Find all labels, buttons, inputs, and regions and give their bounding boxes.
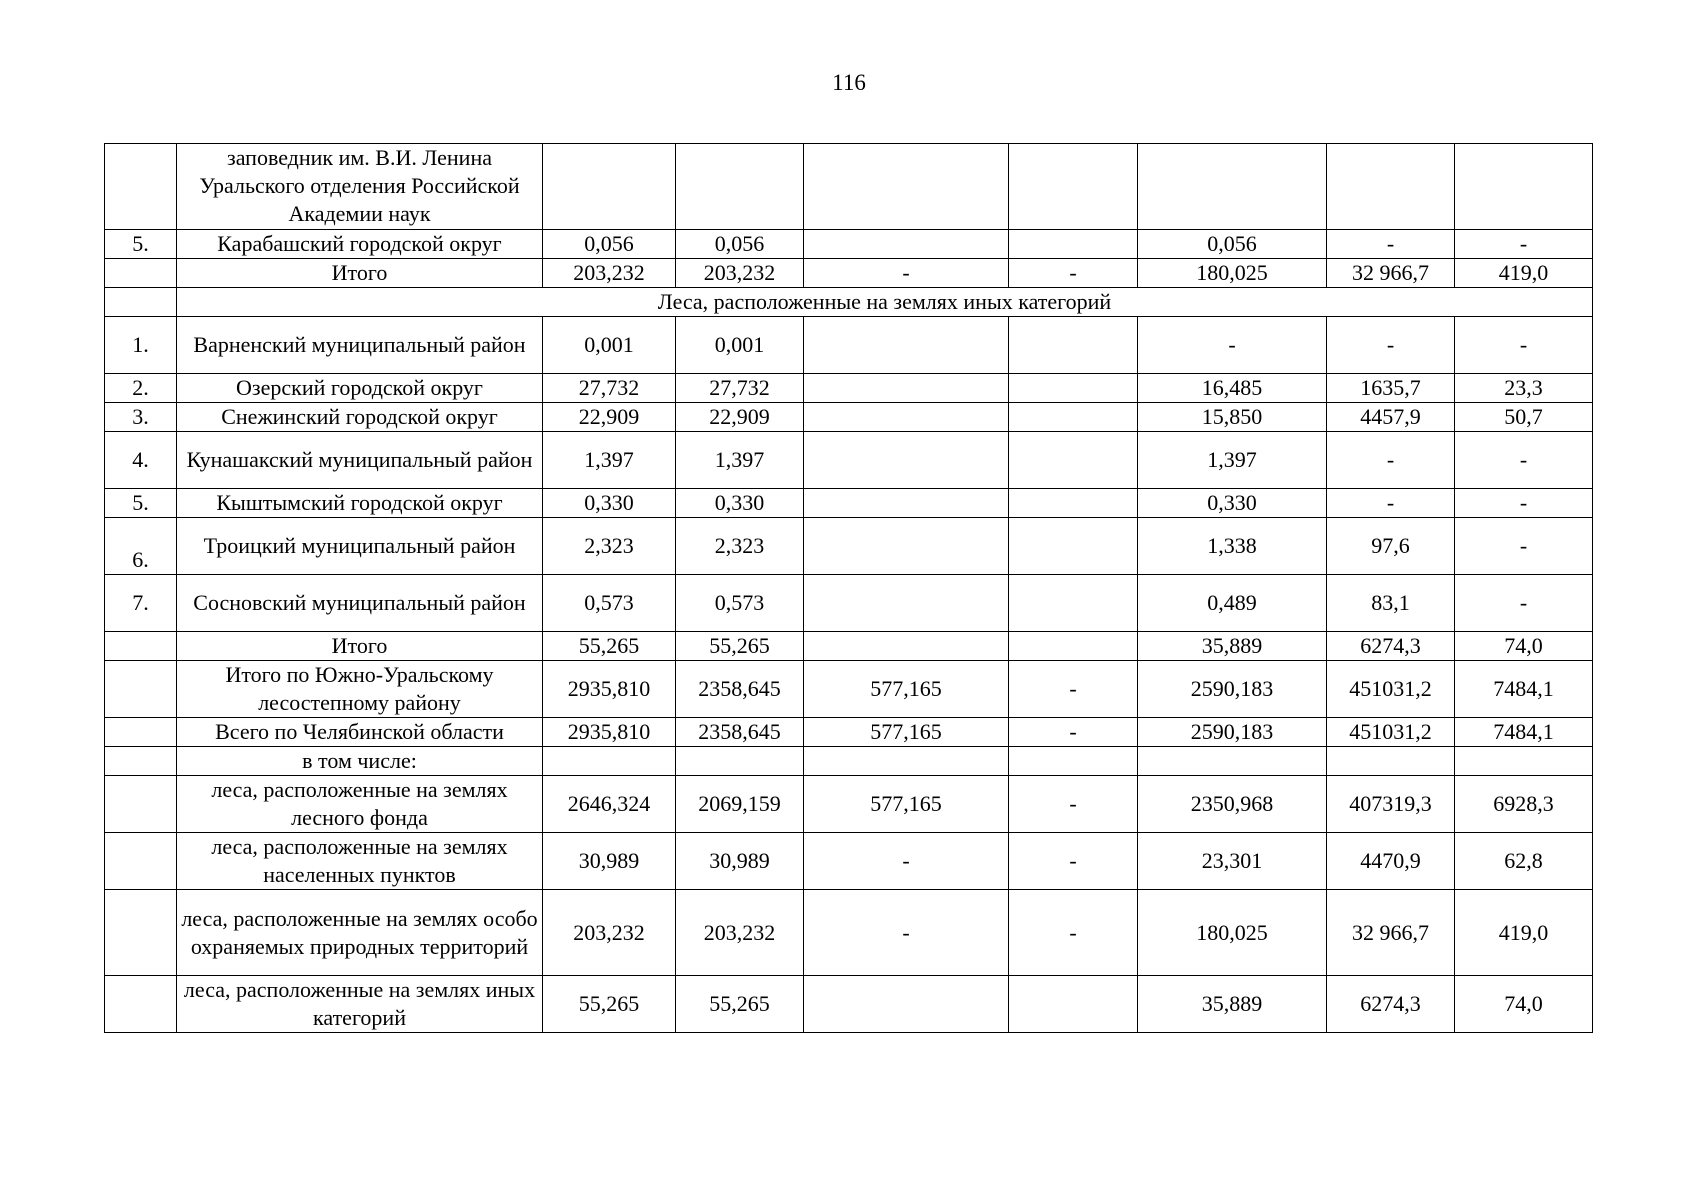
- cell-value: 1635,7: [1327, 374, 1455, 403]
- cell-value: [804, 518, 1009, 575]
- cell-value: [1009, 632, 1138, 661]
- cell-value: 203,232: [543, 890, 676, 976]
- cell-value: 16,485: [1138, 374, 1327, 403]
- table-row: [105, 489, 1593, 518]
- cell-value: [1009, 518, 1138, 575]
- row-number: [105, 890, 177, 976]
- row-number: [105, 144, 177, 230]
- cell-value: 23,301: [1138, 833, 1327, 890]
- cell-value: 2069,159: [676, 776, 804, 833]
- row-number: [105, 747, 177, 776]
- cell-value: 180,025: [1138, 259, 1327, 288]
- row-number: 5.: [105, 230, 177, 259]
- row-name: Карабашский городской округ: [177, 230, 543, 259]
- cell-value: -: [1455, 432, 1593, 489]
- row-number: [105, 776, 177, 833]
- row-number: 4.: [105, 432, 177, 489]
- cell-value: 0,056: [676, 230, 804, 259]
- table-row: [105, 833, 1593, 890]
- cell-value: 2935,810: [543, 661, 676, 718]
- cell-value: 1,338: [1138, 518, 1327, 575]
- table-row: [105, 661, 1593, 718]
- cell-value: -: [804, 259, 1009, 288]
- cell-value: -: [1009, 776, 1138, 833]
- cell-value: 1,397: [1138, 432, 1327, 489]
- row-number: 1.: [105, 317, 177, 374]
- row-number: [105, 259, 177, 288]
- table-row: [105, 718, 1593, 747]
- cell-value: -: [1009, 259, 1138, 288]
- row-number: 5.: [105, 489, 177, 518]
- cell-value: 2358,645: [676, 661, 804, 718]
- cell-value: 0,330: [543, 489, 676, 518]
- cell-value: -: [1327, 317, 1455, 374]
- row-number: [105, 976, 177, 1033]
- cell-value: 2935,810: [543, 718, 676, 747]
- cell-value: [804, 747, 1009, 776]
- cell-value: 2,323: [676, 518, 804, 575]
- cell-value: [1009, 976, 1138, 1033]
- cell-value: [1009, 489, 1138, 518]
- cell-value: [676, 747, 804, 776]
- cell-value: 4457,9: [1327, 403, 1455, 432]
- table-row: [105, 432, 1593, 489]
- cell-value: [676, 144, 804, 230]
- cell-value: [1009, 403, 1138, 432]
- row-name: Итого по Южно-Уральскому лесостепному району: [177, 661, 543, 718]
- row-name: Озерский городской округ: [177, 374, 543, 403]
- row-number: [105, 632, 177, 661]
- row-number: 3.: [105, 403, 177, 432]
- cell-value: 0,573: [543, 575, 676, 632]
- cell-value: 27,732: [543, 374, 676, 403]
- cell-value: 7484,1: [1455, 718, 1593, 747]
- cell-value: 2350,968: [1138, 776, 1327, 833]
- cell-value: [804, 489, 1009, 518]
- row-number: [105, 288, 177, 317]
- cell-value: -: [804, 890, 1009, 976]
- cell-value: 27,732: [676, 374, 804, 403]
- table-row: [105, 374, 1593, 403]
- cell-value: -: [804, 833, 1009, 890]
- cell-value: 55,265: [543, 976, 676, 1033]
- table-row: [105, 976, 1593, 1033]
- cell-value: 22,909: [676, 403, 804, 432]
- section-row: [105, 288, 1593, 317]
- row-name: Варненский муниципальный район: [177, 317, 543, 374]
- cell-value: [1327, 144, 1455, 230]
- cell-value: [1009, 144, 1138, 230]
- cell-value: 0,056: [543, 230, 676, 259]
- cell-value: 6274,3: [1327, 632, 1455, 661]
- cell-value: 35,889: [1138, 976, 1327, 1033]
- row-number: [105, 833, 177, 890]
- page-number: 116: [832, 70, 866, 95]
- cell-value: 32 966,7: [1327, 890, 1455, 976]
- cell-value: [804, 230, 1009, 259]
- row-name: леса, расположенные на землях населенных пунктов: [177, 833, 543, 890]
- row-number: 7.: [105, 575, 177, 632]
- table-row: [105, 230, 1593, 259]
- cell-value: -: [1138, 317, 1327, 374]
- table-row: [105, 518, 1593, 575]
- cell-value: 451031,2: [1327, 661, 1455, 718]
- row-name: леса, расположенные на землях иных категорий: [177, 976, 543, 1033]
- cell-value: [804, 374, 1009, 403]
- cell-value: -: [1455, 575, 1593, 632]
- cell-value: 0,330: [676, 489, 804, 518]
- cell-value: [1009, 317, 1138, 374]
- cell-value: 451031,2: [1327, 718, 1455, 747]
- cell-value: [1009, 575, 1138, 632]
- table-row: [105, 747, 1593, 776]
- cell-value: [804, 575, 1009, 632]
- table-row: [105, 890, 1593, 976]
- row-name: Сосновский муниципальный район: [177, 575, 543, 632]
- cell-value: 0,330: [1138, 489, 1327, 518]
- cell-value: 577,165: [804, 776, 1009, 833]
- cell-value: -: [1455, 489, 1593, 518]
- cell-value: 7484,1: [1455, 661, 1593, 718]
- cell-value: 203,232: [676, 890, 804, 976]
- cell-value: 55,265: [543, 632, 676, 661]
- cell-value: [1327, 747, 1455, 776]
- cell-value: 180,025: [1138, 890, 1327, 976]
- cell-value: [1455, 747, 1593, 776]
- cell-value: 30,989: [676, 833, 804, 890]
- cell-value: 419,0: [1455, 890, 1593, 976]
- cell-value: [804, 403, 1009, 432]
- cell-value: 2590,183: [1138, 661, 1327, 718]
- cell-value: [804, 144, 1009, 230]
- cell-value: 1,397: [676, 432, 804, 489]
- cell-value: -: [1009, 718, 1138, 747]
- cell-value: 32 966,7: [1327, 259, 1455, 288]
- cell-value: [804, 432, 1009, 489]
- cell-value: -: [1327, 489, 1455, 518]
- cell-value: -: [1455, 317, 1593, 374]
- cell-value: 74,0: [1455, 976, 1593, 1033]
- cell-value: 577,165: [804, 661, 1009, 718]
- row-number: [105, 718, 177, 747]
- table-row: [105, 632, 1593, 661]
- cell-value: [1009, 747, 1138, 776]
- cell-value: 0,001: [676, 317, 804, 374]
- cell-value: [1138, 144, 1327, 230]
- cell-value: 97,6: [1327, 518, 1455, 575]
- cell-value: 4470,9: [1327, 833, 1455, 890]
- cell-value: 419,0: [1455, 259, 1593, 288]
- cell-value: 2646,324: [543, 776, 676, 833]
- cell-value: 6274,3: [1327, 976, 1455, 1033]
- cell-value: 55,265: [676, 976, 804, 1033]
- cell-value: [1009, 230, 1138, 259]
- cell-value: 1,397: [543, 432, 676, 489]
- forest-data-table: [104, 143, 1593, 1033]
- cell-value: 74,0: [1455, 632, 1593, 661]
- table-row: [105, 575, 1593, 632]
- cell-value: -: [1327, 230, 1455, 259]
- row-name: леса, расположенные на землях лесного фонда: [177, 776, 543, 833]
- cell-value: 23,3: [1455, 374, 1593, 403]
- cell-value: 577,165: [804, 718, 1009, 747]
- cell-value: 0,489: [1138, 575, 1327, 632]
- cell-value: -: [1455, 230, 1593, 259]
- table-row: [105, 317, 1593, 374]
- cell-value: [804, 632, 1009, 661]
- cell-value: 30,989: [543, 833, 676, 890]
- cell-value: 62,8: [1455, 833, 1593, 890]
- table-row: [105, 259, 1593, 288]
- cell-value: 407319,3: [1327, 776, 1455, 833]
- cell-value: -: [1009, 890, 1138, 976]
- cell-value: 83,1: [1327, 575, 1455, 632]
- table-row: [105, 403, 1593, 432]
- cell-value: 203,232: [676, 259, 804, 288]
- table-row: [105, 144, 1593, 230]
- row-name: заповедник им. В.И. Ленина Уральского отделения Российской Академии наук: [177, 144, 543, 230]
- cell-value: 0,056: [1138, 230, 1327, 259]
- cell-value: 2358,645: [676, 718, 804, 747]
- cell-value: [1138, 747, 1327, 776]
- table-row: [105, 776, 1593, 833]
- row-name: леса, расположенные на землях особо охраняемых природных территорий: [177, 890, 543, 976]
- row-name: Итого: [177, 259, 543, 288]
- cell-value: [1009, 432, 1138, 489]
- cell-value: 0,573: [676, 575, 804, 632]
- cell-value: [804, 976, 1009, 1033]
- row-name: Всего по Челябинской области: [177, 718, 543, 747]
- cell-value: 2590,183: [1138, 718, 1327, 747]
- cell-value: -: [1455, 518, 1593, 575]
- row-name: Снежинский городской округ: [177, 403, 543, 432]
- cell-value: 0,001: [543, 317, 676, 374]
- cell-value: [543, 747, 676, 776]
- row-name: Кунашакский муниципальный район: [177, 432, 543, 489]
- cell-value: [543, 144, 676, 230]
- cell-value: 50,7: [1455, 403, 1593, 432]
- row-name: Троицкий муниципальный район: [177, 518, 543, 575]
- cell-value: [1009, 374, 1138, 403]
- cell-value: [804, 317, 1009, 374]
- cell-value: 55,265: [676, 632, 804, 661]
- cell-value: 203,232: [543, 259, 676, 288]
- row-number: [105, 661, 177, 718]
- cell-value: 2,323: [543, 518, 676, 575]
- cell-value: [1455, 144, 1593, 230]
- cell-value: -: [1327, 432, 1455, 489]
- row-name: Кыштымский городской округ: [177, 489, 543, 518]
- cell-value: 6928,3: [1455, 776, 1593, 833]
- cell-value: 22,909: [543, 403, 676, 432]
- cell-value: -: [1009, 833, 1138, 890]
- row-name: в том числе:: [177, 747, 543, 776]
- row-number: 2.: [105, 374, 177, 403]
- cell-value: 35,889: [1138, 632, 1327, 661]
- row-number: 6.: [105, 518, 177, 575]
- section-title: Леса, расположенные на землях иных категорий: [177, 288, 1593, 317]
- cell-value: -: [1009, 661, 1138, 718]
- cell-value: 15,850: [1138, 403, 1327, 432]
- row-name: Итого: [177, 632, 543, 661]
